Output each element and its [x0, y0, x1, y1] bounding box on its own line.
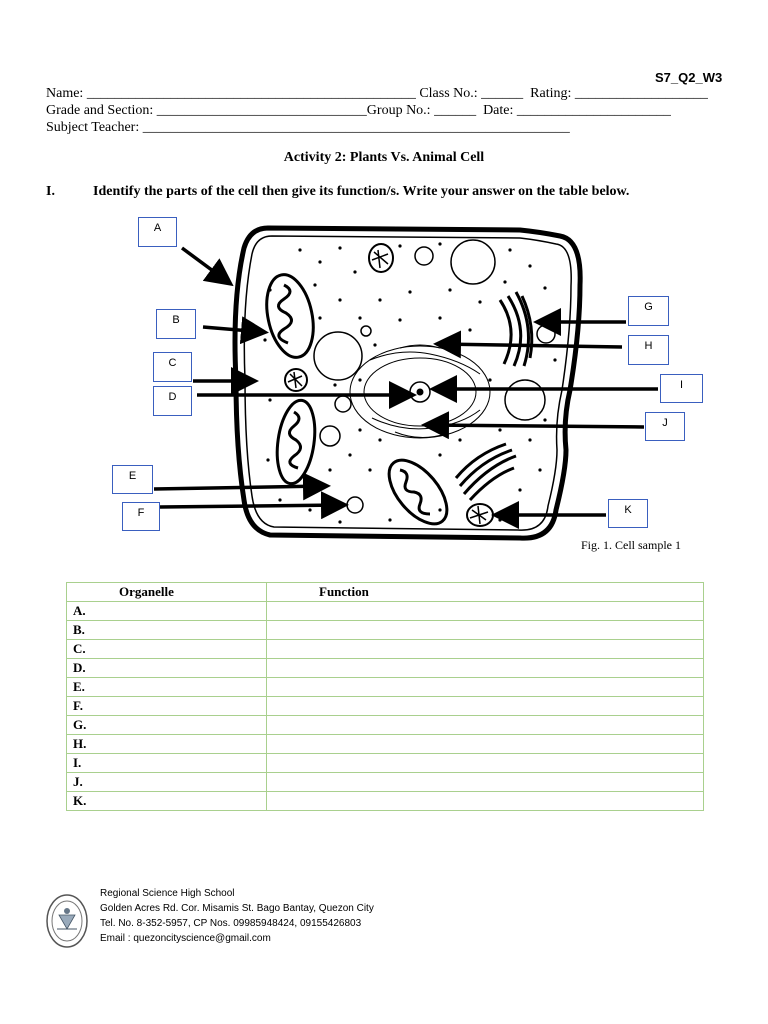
answer-table — [66, 582, 704, 811]
name-line: Name: _______________________________________________ Class No.: ______ Rating: ___________________ — [46, 86, 708, 101]
table-row — [67, 621, 704, 640]
vesicle — [347, 497, 363, 513]
row-label: H. — [67, 735, 267, 754]
grade-section-line: Grade and Section: ______________________________Group No.: ______ Date: ______________________ — [46, 103, 671, 118]
instruction-text: Identify the parts of the cell then give its function/s. Write your answer on the table below. — [93, 184, 630, 199]
function-cell[interactable] — [267, 659, 704, 678]
label-box-h: H — [628, 335, 669, 365]
row-label: C. — [67, 640, 267, 659]
vacuole-2 — [314, 332, 362, 380]
activity-title: Activity 2: Plants Vs. Animal Cell — [283, 150, 485, 165]
row-label: K. — [67, 792, 267, 811]
table-header-row — [67, 583, 704, 602]
function-cell[interactable] — [267, 716, 704, 735]
table-row — [67, 659, 704, 678]
table-row — [67, 678, 704, 697]
function-cell[interactable] — [267, 792, 704, 811]
function-cell[interactable] — [267, 735, 704, 754]
row-label: J. — [67, 773, 267, 792]
col-header-organelle: Organelle — [67, 583, 267, 602]
table-row — [67, 640, 704, 659]
label-box-a: A — [138, 217, 177, 247]
golgi-apparatus-2 — [456, 444, 516, 500]
row-label: E. — [67, 678, 267, 697]
label-box-c: C — [153, 352, 192, 382]
school-email: Email : quezoncityscience@gmail.com — [100, 933, 271, 944]
row-label: B. — [67, 621, 267, 640]
function-cell[interactable] — [267, 602, 704, 621]
small-organelle-2 — [285, 369, 307, 391]
mitochondrion-2 — [272, 398, 319, 486]
function-cell[interactable] — [267, 621, 704, 640]
table-row — [67, 754, 704, 773]
label-box-e: E — [112, 465, 153, 494]
golgi-apparatus — [500, 292, 532, 366]
school-footer — [100, 886, 374, 946]
school-address: Golden Acres Rd. Cor. Misamis St. Bago Bantay, Quezon City — [100, 903, 374, 914]
label-box-f: F — [122, 502, 160, 531]
table-row — [67, 792, 704, 811]
label-box-d: D — [153, 386, 192, 416]
mitochondrion-1 — [260, 270, 321, 361]
table-row — [67, 773, 704, 792]
function-cell[interactable] — [267, 640, 704, 659]
label-box-b: B — [156, 309, 196, 339]
table-row — [67, 735, 704, 754]
row-label: G. — [67, 716, 267, 735]
function-cell[interactable] — [267, 678, 704, 697]
label-box-k: K — [608, 499, 648, 528]
table-row — [67, 602, 704, 621]
col-header-function: Function — [267, 583, 704, 602]
vacuole-1 — [451, 240, 495, 284]
table-row — [67, 697, 704, 716]
row-label: F. — [67, 697, 267, 716]
figure-caption: Fig. 1. Cell sample 1 — [581, 538, 681, 552]
instruction-number: I. — [46, 184, 55, 199]
document-code: S7_Q2_W3 — [655, 70, 723, 85]
school-name: Regional Science High School — [100, 888, 235, 899]
table-row — [67, 716, 704, 735]
row-label: D. — [67, 659, 267, 678]
school-seal-icon — [45, 893, 89, 949]
label-box-i: I — [660, 374, 703, 403]
small-organelle-1 — [369, 244, 393, 272]
row-label: I. — [67, 754, 267, 773]
function-cell[interactable] — [267, 697, 704, 716]
small-organelle-3 — [467, 504, 493, 526]
subject-teacher-line: Subject Teacher: _____________________________________________________________ — [46, 120, 570, 135]
school-phone: Tel. No. 8-352-5957, CP Nos. 09985948424, 09155426803 — [100, 918, 362, 929]
function-cell[interactable] — [267, 754, 704, 773]
function-cell[interactable] — [267, 773, 704, 792]
row-label: A. — [67, 602, 267, 621]
label-box-j: J — [645, 412, 685, 441]
label-box-g: G — [628, 296, 669, 326]
